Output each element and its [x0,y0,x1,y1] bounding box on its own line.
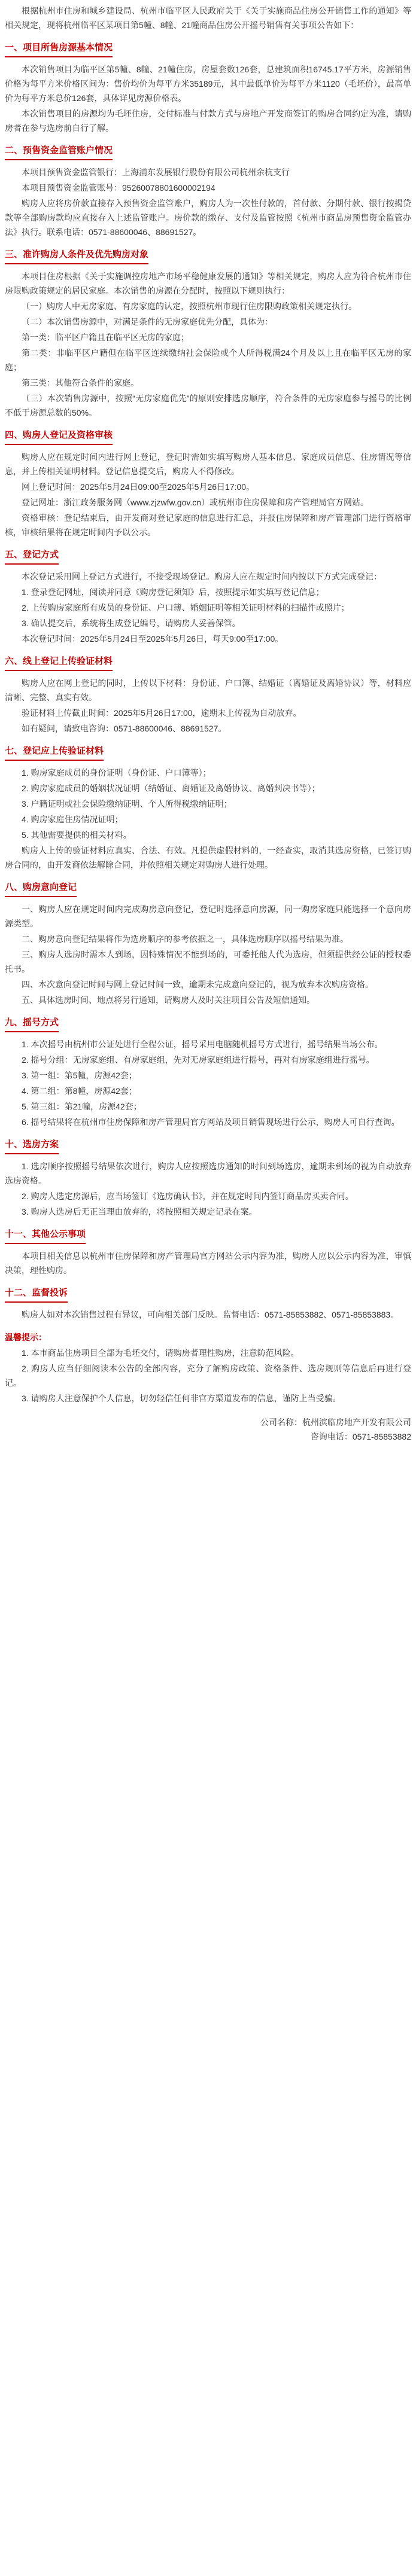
section-12 [5,1286,411,1322]
section-paragraph: 本项目住房根据《关于实施调控房地产市场平稳健康发展的通知》等相关规定，购房人应为符合杭州市住房限购政策规定的居民家庭。本次销售的房源在分配时，按照以下规则执行： [5,272,411,295]
section-8 [5,880,411,1007]
section-paragraph: 4. 购房家庭住房情况证明； [22,815,123,824]
section-3 [5,248,411,420]
section-paragraph: 1. 登录登记网址，阅读并同意《购房登记须知》后，按照提示如实填写登记信息； [22,587,324,597]
notes-box [5,1330,411,1406]
section-paragraph: 本项目相关信息以杭州市住房保障和房产管理局官方网站公示内容为准，购房人应以公示内容为准，审慎决策，理性购房。 [5,1251,411,1275]
section-title: 十二、监督投诉 [5,1286,68,1303]
section-header [5,1227,411,1244]
section-paragraph: 4. 第二组：第8幢，房源42套； [22,1086,137,1096]
notes-title: 温馨提示： [5,1333,47,1342]
section-paragraph: （一）购房人中无房家庭、有房家庭的认定，按照杭州市现行住房限购政策相关规定执行。 [22,301,357,311]
section-paragraph: 购房人应将房价款直接存入预售资金监管账户，购房人为一次性付款的，首付款、分期付款、银行按揭贷款等全部购房款均应直接存入上述监管账户。房价款的缴存、支付及监管按照《杭州市商品房预售资金监管办法》执行。联系电话：0571-88600046、88691527。 [5,199,411,237]
section-paragraph: 本次销售项目的房源均为毛坯住房，交付标准与付款方式与房地产开发商签订的购房合同约定为准，请购房者在参与选房前自行了解。 [5,109,411,133]
section-paragraph: 本次登记采用网上登记方式进行，不接受现场登记。购房人应在规定时间内按以下方式完成登记： [22,572,382,581]
section-header [5,1016,411,1032]
section-7 [5,744,411,872]
section-title: 七、登记应上传验证材料 [5,744,104,761]
section-title: 八、购房意向登记 [5,880,77,897]
section-paragraph: 本次销售项目为临平区第5幢、8幢、21幢住房，房屋套数126套，总建筑面积16745.17平方米，房源销售价格为每平方米价格区间为：售价均价为每平方米35189元，其中最低单价为每平方米1120（毛坯价），最高单价为每平方米总价126套，具体详见房源价格表。 [5,65,411,103]
section-header [5,1286,411,1303]
section-paragraph: 三、购房人选房时需本人到场，因特殊情况不能到场的，可委托他人代为选房，但须提供经公证的授权委托书。 [5,950,411,974]
section-paragraph: 购房人应在规定时间内进行网上登记，登记时需如实填写购房人基本信息、家庭成员信息、住房情况等信息，并上传相关证明材料。登记信息提交后，购房人不得修改。 [5,452,411,476]
section-header [5,248,411,264]
section-paragraph: 2. 购房人选定房源后，应当场签订《选房确认书》，并在规定时间内签订商品房买卖合同。 [22,1191,354,1201]
section-paragraph: 5. 其他需要提供的相关材料。 [22,830,132,840]
section-paragraph: 本项目预售资金监管账号：95260078801600002194 [22,183,215,193]
section-4 [5,428,411,539]
section-paragraph: 一、购房人应在规定时间内完成购房意向登记，登记时选择意向房源，同一购房家庭只能选择一个意向房源类型。 [5,904,411,928]
company-name: 公司名称：杭州滨临房地产开发有限公司 [260,1417,411,1427]
note-item: 2. 购房人应当仔细阅读本公告的全部内容，充分了解购房政策、资格条件、选房规则等信息后再进行登记。 [5,1364,411,1388]
note-item: 3. 请购房人注意保护个人信息，切勿轻信任何非官方渠道发布的信息，谨防上当受骗。 [22,1394,341,1403]
section-title: 六、线上登记上传验证材料 [5,654,113,671]
section-paragraph: 3. 第一组：第5幢，房源42套； [22,1071,137,1080]
section-header [5,654,411,671]
section-paragraph: 1. 本次摇号由杭州市公证处进行全程公证，摇号采用电脑随机摇号方式进行，摇号结果当场公布。 [22,1039,383,1049]
section-paragraph: 第二类：非临平区户籍但在临平区连续缴纳社会保险或个人所得税满24个月及以上且在临平区无房的家庭； [5,348,411,372]
section-header [5,548,411,565]
section-paragraph: 3. 户籍证明或社会保险缴纳证明、个人所得税缴纳证明； [22,799,232,809]
section-paragraph: 二、购房意向登记结果将作为选房顺序的参考依据之一，具体选房顺序以摇号结果为准。 [22,934,348,944]
section-paragraph: 购房人如对本次销售过程有异议，可向相关部门反映。监督电话：0571-85853882、0571-85853883。 [22,1310,399,1319]
section-paragraph: 3. 确认提交后，系统将生成登记编号，请购房人妥善保管。 [22,618,241,628]
section-title: 九、摇号方式 [5,1016,59,1032]
section-paragraph: 1. 购房家庭成员的身份证明（身份证、户口簿等）； [22,768,211,778]
section-paragraph: 验证材料上传截止时间：2025年5月26日17:00，逾期未上传视为自动放弃。 [22,708,302,718]
section-paragraph: 1. 选房顺序按照摇号结果依次进行，购房人应按照选房通知的时间到场选房，逾期未到场的视为自动放弃选房资格。 [5,1162,411,1185]
section-title: 三、准许购房人条件及优先购房对象 [5,248,148,264]
section-header [5,428,411,445]
section-title: 十、选房方案 [5,1138,59,1154]
section-5 [5,548,411,646]
section-1 [5,41,411,135]
consult-phone: 咨询电话：0571-85853882 [310,1432,411,1441]
section-paragraph: 2. 摇号分组：无房家庭组、有房家庭组，先对无房家庭组进行摇号，再对有房家庭组进行摇号。 [22,1055,375,1065]
section-paragraph: 5. 第三组：第21幢，房源42套； [22,1102,142,1111]
section-title: 十一、其他公示事项 [5,1227,86,1244]
section-paragraph: 6. 摇号结果将在杭州市住房保障和房产管理局官方网站及项目销售现场进行公示，购房人可自行查询。 [22,1117,400,1127]
section-11 [5,1227,411,1278]
section-title: 一、项目所售房源基本情况 [5,41,113,57]
notes-list [5,1346,411,1406]
section-10 [5,1138,411,1219]
section-header [5,41,411,57]
section-paragraph: 资格审核：登记结束后，由开发商对登记家庭的信息进行汇总，并报住房保障和房产管理部门进行资格审核，审核结果将在规定时间内予以公示。 [5,513,411,537]
sections-container [5,41,411,1322]
signature-block [5,1415,411,1444]
section-paragraph: 购房人应在网上登记的同时，上传以下材料：身份证、户口簿、结婚证（离婚证及离婚协议）等，材料应清晰、完整、真实有效。 [5,678,411,702]
section-paragraph: 本次登记时间：2025年5月24日至2025年5月26日，每天9:00至17:00。 [22,634,284,644]
intro-paragraph: 根据杭州市住房和城乡建设局、杭州市临平区人民政府关于《关于实施商品住房公开销售工作的通知》等相关规定，现将杭州临平区某项目第5幢、8幢、21幢商品住房公开摇号销售有关事项公告如下： [5,6,411,30]
section-paragraph: 登记网址：浙江政务服务网（www.zjzwfw.gov.cn）或杭州市住房保障和房产管理局官方网站。 [22,498,369,507]
section-paragraph: 本项目预售资金监管银行：上海浦东发展银行股份有限公司杭州余杭支行 [22,167,290,177]
section-paragraph: 四、本次意向登记时间与网上登记时间一致，逾期未完成意向登记的，视为放弃本次购房资格。 [22,980,374,989]
section-paragraph: 购房人上传的验证材料应真实、合法、有效。凡提供虚假材料的，一经查实，取消其选房资格，已签订购房合同的，由开发商依法解除合同，并依照相关规定对购房人进行处理。 [5,846,411,870]
section-paragraph: 2. 购房家庭成员的婚姻状况证明（结婚证、离婚证及离婚协议、离婚判决书等）； [22,784,320,793]
section-paragraph: （二）本次销售房源中，对满足条件的无房家庭优先分配，具体为： [22,317,273,327]
section-header [5,144,411,160]
section-paragraph: 第一类：临平区户籍且在临平区无房的家庭； [22,333,189,342]
section-title: 五、登记方式 [5,548,59,565]
section-paragraph: 第三类：其他符合条件的家庭。 [22,378,139,388]
section-title: 二、预售资金监管账户情况 [5,144,113,160]
note-item: 1. 本市商品住房项目全部为毛坯交付，请购房者理性购房，注意防范风险。 [22,1348,299,1358]
section-header [5,1138,411,1154]
section-paragraph: 五、具体选房时间、地点将另行通知，请购房人及时关注项目公告及短信通知。 [22,995,315,1005]
section-paragraph: 网上登记时间：2025年5月24日09:00至2025年5月26日17:00。 [22,482,255,492]
section-paragraph: （三）本次销售房源中，按照“无房家庭优先”的原则安排选房顺序，符合条件的无房家庭参与摇号的比例不低于房源总数的50%。 [5,394,411,417]
section-9 [5,1016,411,1129]
section-header [5,880,411,897]
section-paragraph: 3. 购房人选房后无正当理由放弃的，将按照相关规定记录在案。 [22,1207,257,1217]
section-header [5,744,411,761]
section-title: 四、购房人登记及资格审核 [5,428,113,445]
section-2 [5,144,411,239]
section-paragraph: 2. 上传购房家庭所有成员的身份证、户口簿、婚姻证明等相关证明材料的扫描件或照片； [22,603,350,612]
section-6 [5,654,411,736]
section-paragraph: 如有疑问，请致电咨询：0571-88600046、88691527。 [22,724,227,733]
